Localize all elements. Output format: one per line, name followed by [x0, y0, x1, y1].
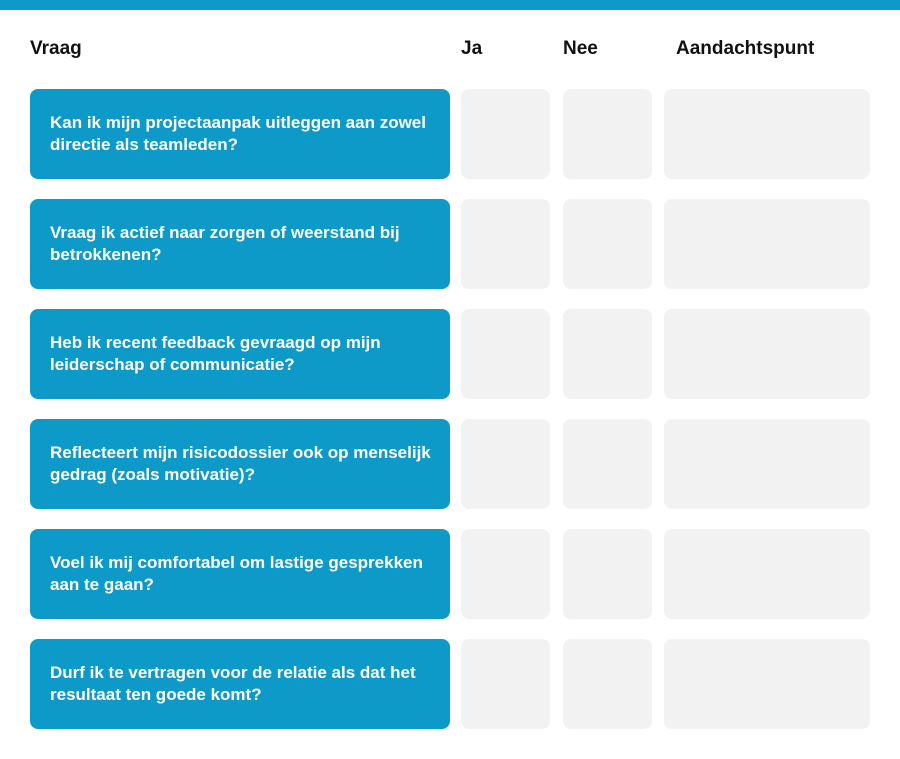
question-cell	[30, 639, 450, 729]
top-accent-bar	[0, 0, 900, 10]
table-row	[30, 199, 870, 289]
question-text: Voel ik mij comfortabel om lastige gesprekken aan te gaan?	[50, 553, 423, 594]
question-text: Kan ik mijn projectaanpak uitleggen aan zowel directie als teamleden?	[50, 113, 426, 154]
no-cell[interactable]	[563, 309, 652, 399]
checklist-table	[30, 89, 870, 749]
note-cell[interactable]	[664, 89, 870, 179]
column-header-yes: Ja	[461, 38, 483, 59]
no-cell[interactable]	[563, 199, 652, 289]
yes-cell[interactable]	[461, 419, 550, 509]
yes-cell[interactable]	[461, 89, 550, 179]
question-cell	[30, 89, 450, 179]
yes-cell[interactable]	[461, 529, 550, 619]
question-cell	[30, 419, 450, 509]
yes-cell[interactable]	[461, 199, 550, 289]
table-row	[30, 89, 870, 179]
table-row	[30, 639, 870, 729]
question-text: Heb ik recent feedback gevraagd op mijn leiderschap of communicatie?	[50, 333, 381, 374]
question-cell	[30, 199, 450, 289]
question-text: Vraag ik actief naar zorgen of weerstand bij betrokkenen?	[50, 223, 400, 264]
yes-cell[interactable]	[461, 639, 550, 729]
table-header	[0, 36, 900, 64]
note-cell[interactable]	[664, 529, 870, 619]
yes-cell[interactable]	[461, 309, 550, 399]
table-row	[30, 529, 870, 619]
note-cell[interactable]	[664, 199, 870, 289]
no-cell[interactable]	[563, 529, 652, 619]
table-row	[30, 419, 870, 509]
note-cell[interactable]	[664, 639, 870, 729]
question-cell	[30, 529, 450, 619]
no-cell[interactable]	[563, 419, 652, 509]
question-cell	[30, 309, 450, 399]
question-text: Durf ik te vertragen voor de relatie als dat het resultaat ten goede komt?	[50, 663, 416, 704]
column-header-question: Vraag	[30, 38, 82, 59]
question-text: Reflecteert mijn risicodossier ook op menselijk gedrag (zoals motivatie)?	[50, 443, 431, 484]
column-header-no: Nee	[563, 38, 598, 59]
no-cell[interactable]	[563, 639, 652, 729]
note-cell[interactable]	[664, 309, 870, 399]
table-row	[30, 309, 870, 399]
note-cell[interactable]	[664, 419, 870, 509]
column-header-note: Aandachtspunt	[676, 38, 815, 59]
no-cell[interactable]	[563, 89, 652, 179]
